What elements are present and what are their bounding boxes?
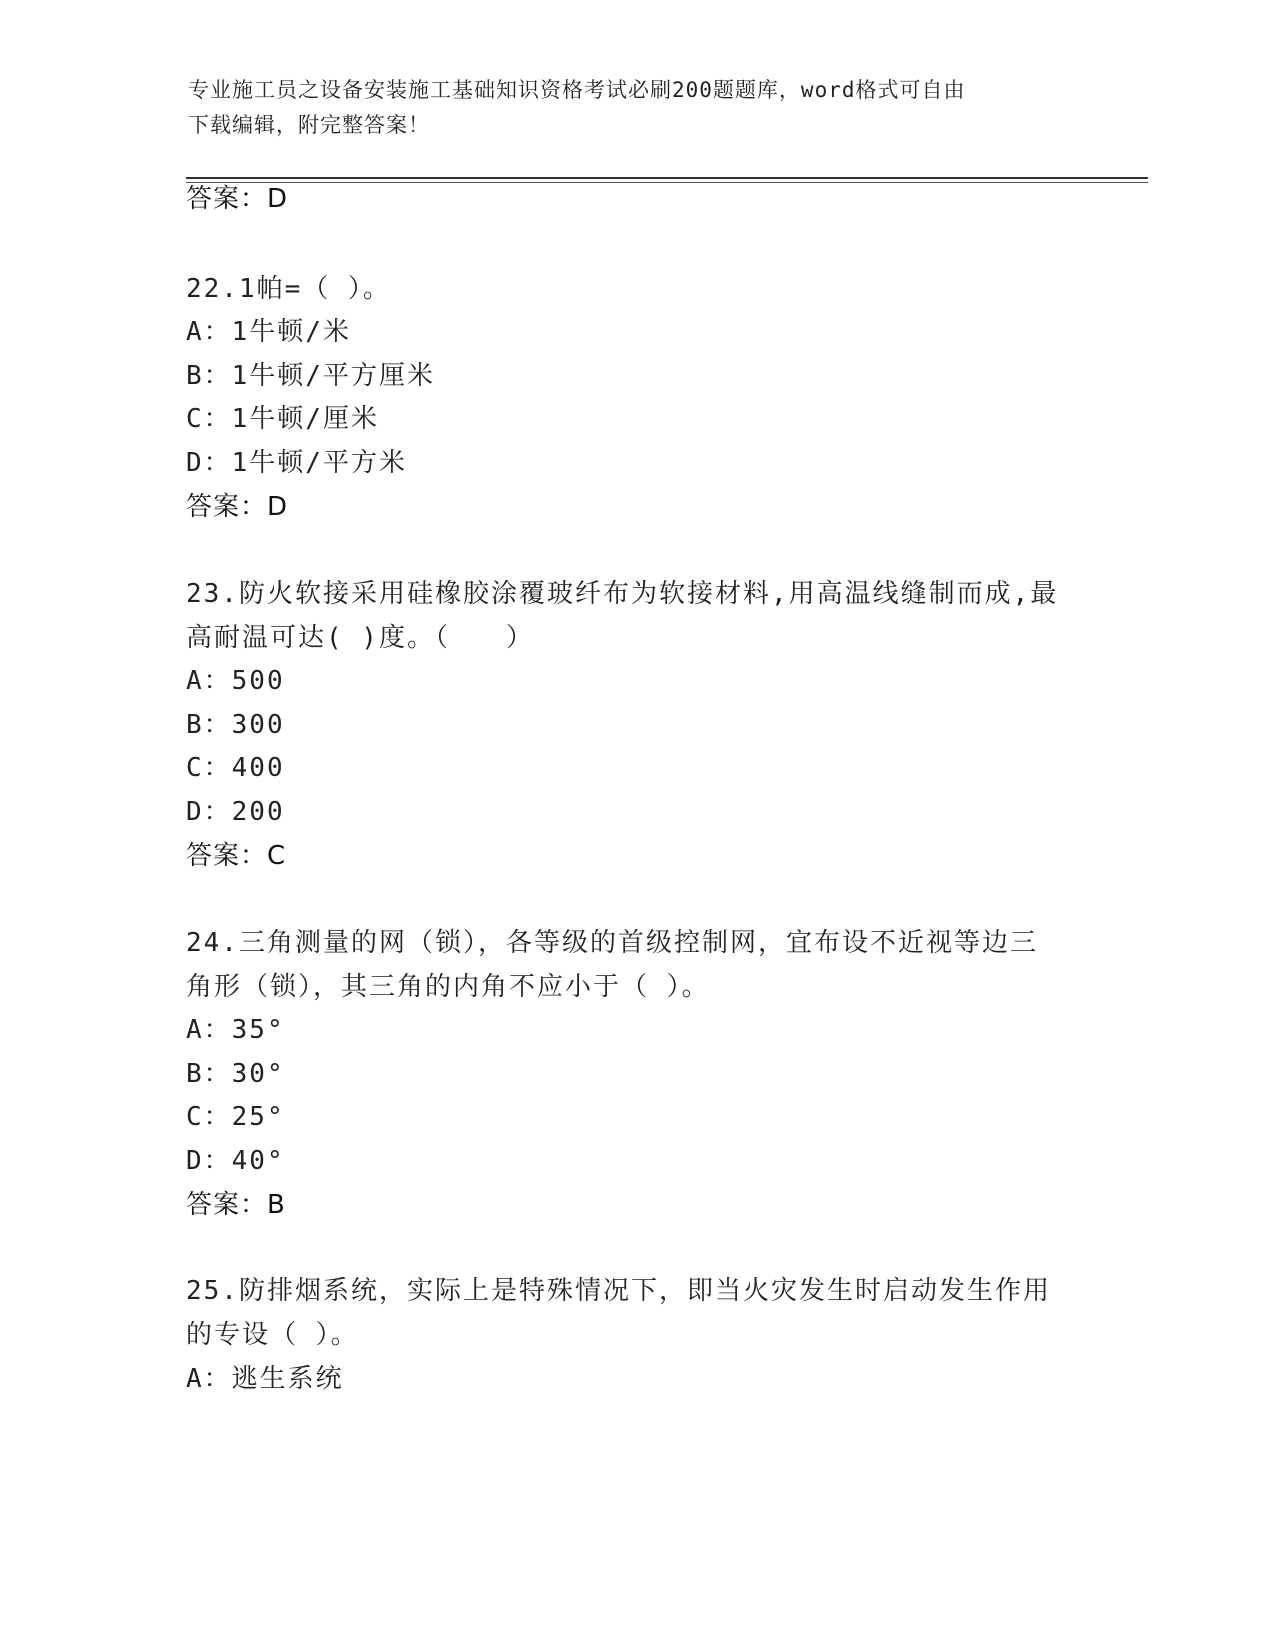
previous-answer [186, 182, 288, 216]
question-22-option-c: C：1牛顿/厘米 [186, 404, 379, 434]
header-line-1: 专业施工员之设备安装施工基础知识资格考试必刷200题题库，word格式可自由 [188, 78, 966, 102]
answer-value: D [267, 184, 289, 214]
answer-label: 答案： [186, 492, 268, 522]
question-23-option-a: A：500 [186, 666, 285, 696]
header-divider [186, 177, 1148, 179]
answer-label: 答案： [186, 1190, 268, 1220]
header-line-2: 下载编辑，附完整答案！ [188, 113, 430, 137]
question-22-option-d: D：1牛顿/平方米 [186, 448, 407, 478]
question-24-option-a: A：35° [186, 1015, 285, 1045]
question-24-option-d: D：40° [186, 1146, 285, 1176]
question-24-option-c: C：25° [186, 1102, 285, 1132]
question-24-stem-line-1: 24.三角测量的网（锁），各等级的首级控制网，宜布设不近视等边三 [186, 928, 1038, 958]
question-23-stem-line-1: 23.防火软接采用硅橡胶涂覆玻纤布为软接材料,用高温线缝制而成,最 [186, 579, 1059, 609]
page-header [188, 73, 1068, 143]
question-22-option-b: B：1牛顿/平方厘米 [186, 361, 435, 391]
question-23-answer [186, 839, 286, 873]
question-24-answer [186, 1188, 286, 1222]
question-25-option-a: A：逃生系统 [186, 1364, 344, 1394]
answer-label: 答案： [186, 841, 268, 871]
header-divider-thin [186, 182, 1148, 183]
question-25-stem-line-1: 25.防排烟系统，实际上是特殊情况下，即当火灾发生时启动发生作用 [186, 1276, 1051, 1306]
question-24-stem-line-2: 角形（锁），其三角的内角不应小于（ ）。 [186, 972, 710, 1002]
answer-value: D [267, 492, 289, 522]
question-23-option-d: D：200 [186, 797, 285, 827]
answer-value: B [267, 1190, 286, 1220]
answer-value: C [267, 841, 287, 871]
question-23-option-b: B：300 [186, 710, 285, 740]
question-23-stem-line-2: 高耐温可达( )度。（ ） [186, 623, 534, 653]
question-22-option-a: A：1牛顿/米 [186, 317, 351, 347]
question-22-answer [186, 490, 288, 524]
question-24-option-b: B：30° [186, 1059, 285, 1089]
question-23-option-c: C：400 [186, 753, 285, 783]
question-25-stem-line-2: 的专设（ ）。 [186, 1320, 359, 1350]
answer-label: 答案： [186, 184, 268, 214]
question-22-stem: 22.1帕=（ ）。 [186, 274, 391, 304]
